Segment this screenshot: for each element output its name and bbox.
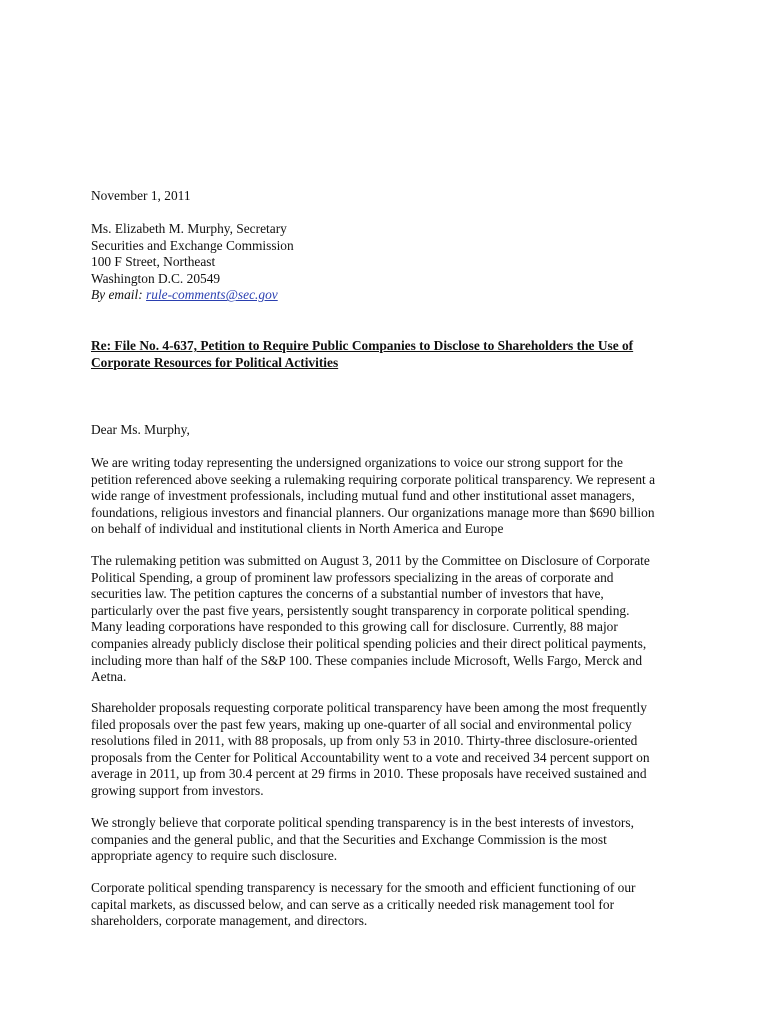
text-line: We are writing today representing the undersigned organizations to voice our strong support for the xyxy=(91,455,623,470)
body-paragraph xyxy=(91,700,691,800)
letter-date: November 1, 2011 xyxy=(91,188,191,203)
recipient-address xyxy=(91,221,294,304)
recipient-city: Washington D.C. 20549 xyxy=(91,270,221,286)
recipient-email-line xyxy=(91,287,294,304)
email-prefix: By email: xyxy=(91,287,147,303)
subject-line: Re: File No. 4-637, Petition to Require Public Companies to Disclose to Shareholders the Use of xyxy=(91,338,634,353)
subject-line: Corporate Resources for Political Activities xyxy=(91,354,339,370)
text-line: Political Spending, a group of prominent law professors specializing in the areas of corporate and xyxy=(91,569,614,585)
text-line: on behalf of individual and institutional clients in North America and Europe xyxy=(91,521,504,537)
letter-page xyxy=(91,0,691,1024)
text-line: shareholders, corporate management, and directors. xyxy=(91,913,368,929)
recipient-name: Ms. Elizabeth M. Murphy, Secretary xyxy=(91,221,287,236)
text-line: resolutions filed in 2011, with 88 proposals, up from only 53 in 2010. Thirty-three disclosure-oriented xyxy=(91,733,638,749)
text-line: The rulemaking petition was submitted on August 3, 2011 by the Committee on Disclosure of Corporate xyxy=(91,553,650,568)
email-link[interactable]: rule-comments@sec.gov xyxy=(146,287,278,303)
text-line: growing support from investors. xyxy=(91,782,264,798)
text-line: Corporate political spending transparency is necessary for the smooth and efficient functioning of our xyxy=(91,880,636,895)
body-paragraph xyxy=(91,815,691,865)
body-paragraph xyxy=(91,455,691,538)
text-line: appropriate agency to require such disclosure. xyxy=(91,848,338,864)
text-line: Shareholder proposals requesting corporate political transparency have been among the most frequently xyxy=(91,700,647,715)
text-line: companies and the general public, and that the Securities and Exchange Commission is the most xyxy=(91,831,607,847)
text-line: filed proposals over the past few years, making up one-quarter of all social and environmental policy xyxy=(91,716,632,732)
text-line: companies already publicly disclose their political spending policies and their direct political payments, xyxy=(91,635,647,651)
text-line: wide range of investment professionals, including mutual fund and other institutional asset managers, xyxy=(91,488,635,504)
text-line: average in 2011, up from 30.4 percent at 29 firms in 2010. These proposals have received sustained and xyxy=(91,766,647,782)
text-line: securities law. The petition captures the concerns of a substantial number of investors that have, xyxy=(91,586,604,602)
text-line: particularly over the past five years, persistently sought transparency in corporate political spending. xyxy=(91,602,630,618)
text-line: foundations, religious investors and financial planners. Our organizations manage more than $690 billion xyxy=(91,504,655,520)
text-line: Many leading corporations have responded to this growing call for disclosure. Currently, 88 major xyxy=(91,619,618,635)
text-line: We strongly believe that corporate political spending transparency is in the best interests of investors, xyxy=(91,815,634,830)
body-paragraph xyxy=(91,880,691,930)
subject-heading xyxy=(91,338,681,371)
body-paragraph xyxy=(91,553,691,686)
recipient-street: 100 F Street, Northeast xyxy=(91,254,216,270)
text-line: Aetna. xyxy=(91,669,127,685)
recipient-organization: Securities and Exchange Commission xyxy=(91,237,294,253)
text-line: proposals from the Center for Political Accountability went to a vote and received 34 percent support on xyxy=(91,749,650,765)
text-line: including more than half of the S&P 100. These companies include Microsoft, Wells Fargo, Merck and xyxy=(91,652,643,668)
text-line: petition referenced above seeking a rulemaking requiring corporate political transparency. We represent a xyxy=(91,471,656,487)
salutation: Dear Ms. Murphy, xyxy=(91,422,190,437)
text-line: capital markets, as discussed below, and can serve as a critically needed risk management tool for xyxy=(91,896,615,912)
